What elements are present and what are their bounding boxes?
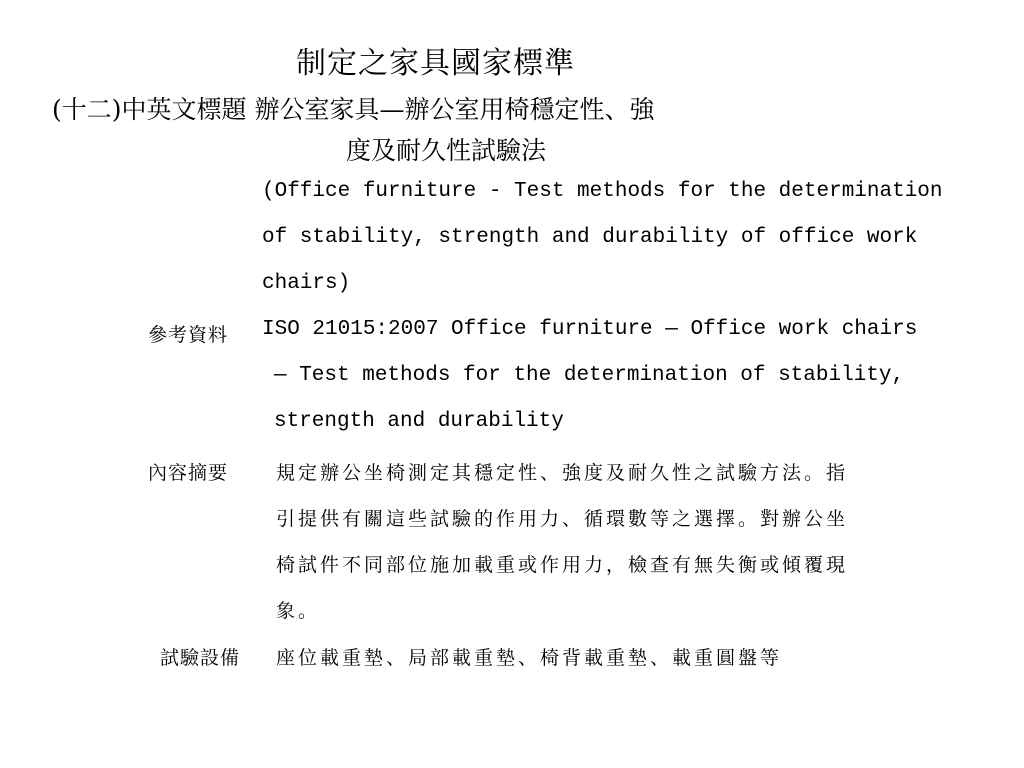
english-title-line-3: chairs) <box>262 272 351 295</box>
summary-line-1: 規定辦公坐椅測定其穩定性、強度及耐久性之試驗方法。指 <box>276 462 849 484</box>
reference-line-1: ISO 21015:2007 Office furniture — Office work chairs <box>262 318 918 341</box>
summary-line-2: 引提供有關這些試驗的作用力、循環數等之選擇。對辦公坐 <box>276 508 849 530</box>
english-title-line-2: of stability, strength and durability of office work <box>262 226 918 249</box>
subtitle-line-2: 度及耐久性試驗法 <box>346 136 547 165</box>
summary-label: 內容摘要 <box>148 462 229 484</box>
equipment-text: 座位載重墊、局部載重墊、椅背載重墊、載重圓盤等 <box>276 647 783 669</box>
summary-line-4: 象。 <box>276 600 321 622</box>
reference-line-3: strength and durability <box>274 410 564 433</box>
summary-line-3: 椅試件不同部位施加載重或作用力，檢查有無失衡或傾覆現 <box>276 554 849 576</box>
reference-label: 參考資料 <box>148 324 229 346</box>
reference-line-2: — Test methods for the determination of stability, <box>274 364 905 387</box>
subtitle-line-1: (十二)中英文標題 辦公室家具—辦公室用椅穩定性、強 <box>52 95 655 124</box>
main-title: 制定之家具國家標準 <box>296 46 575 81</box>
english-title-line-1: (Office furniture - Test methods for the determination <box>262 180 943 203</box>
equipment-label: 試驗設備 <box>160 647 241 669</box>
